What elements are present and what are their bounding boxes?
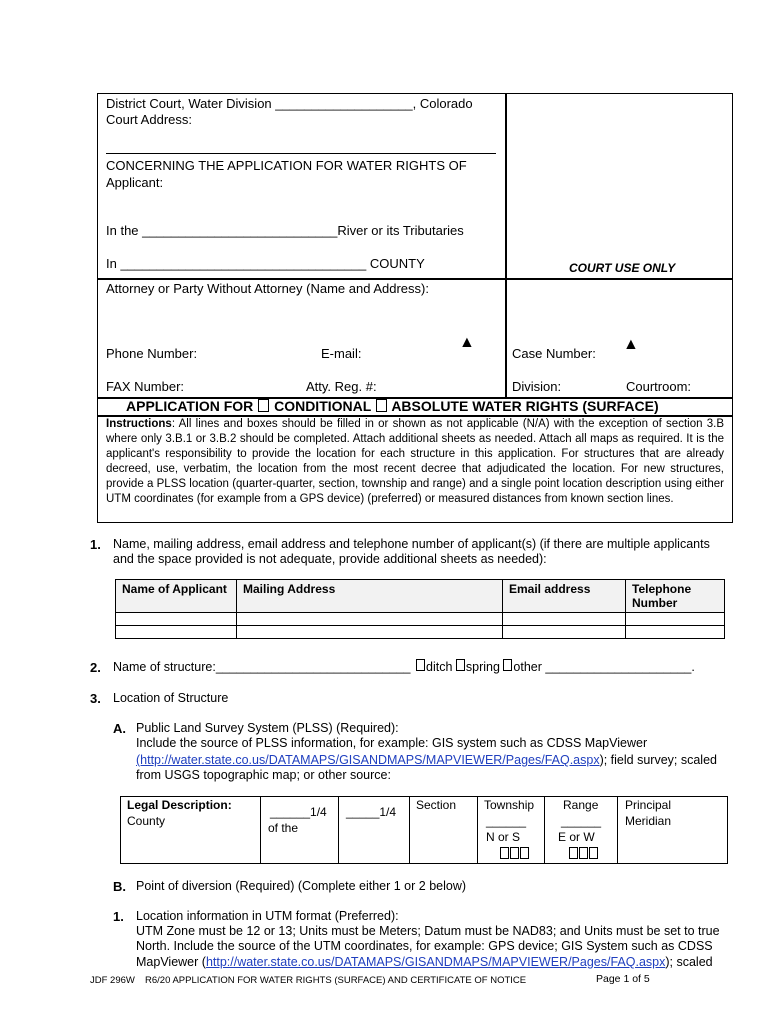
divider	[260, 796, 261, 863]
checkbox[interactable]	[579, 847, 588, 859]
checkbox[interactable]	[569, 847, 578, 859]
court-line[interactable]: District Court, Water Division ___________________, Colorado	[106, 96, 473, 111]
structure-type-options	[416, 659, 695, 675]
title-prefix: APPLICATION FOR	[126, 398, 254, 414]
east-west-label: E or W	[558, 830, 595, 844]
q3b1-title: Location information in UTM format (Preferred):	[136, 909, 399, 923]
header-mailing: Mailing Address	[237, 580, 503, 613]
absolute-checkbox[interactable]	[376, 399, 387, 412]
county-line[interactable]: In __________________________________ COUNTY	[106, 256, 425, 271]
ew-checkboxes[interactable]	[569, 847, 599, 862]
quarter-field[interactable]: _____1/4	[346, 805, 397, 819]
q3b1-post: ); scaled	[665, 955, 713, 969]
instructions-label: Instructions	[106, 418, 172, 430]
q3b-label: B.	[113, 879, 126, 894]
fax-label[interactable]: FAX Number:	[106, 379, 185, 394]
email-label[interactable]: E-mail:	[321, 346, 362, 361]
section-label[interactable]: Section	[416, 798, 457, 812]
atty-reg-label[interactable]: Atty. Reg. #:	[306, 379, 377, 394]
meridian-label[interactable]: Meridian	[625, 814, 672, 828]
q3a-title: Public Land Survey System (PLSS) (Required):	[136, 721, 399, 735]
township-label: Township	[484, 798, 535, 812]
q3b1-pre: MapViewer (	[136, 955, 206, 969]
q3a-line2: Include the source of PLSS information, for example: GIS system such as CDSS MapViewer	[136, 736, 648, 750]
quarter-quarter-field[interactable]: ______1/4	[270, 805, 327, 819]
header-name: Name of Applicant	[116, 580, 237, 613]
table-row[interactable]	[116, 613, 725, 626]
ditch-checkbox[interactable]	[416, 659, 425, 671]
q1-line2: and the space provided is not adequate, provide additional sheets as needed):	[113, 552, 547, 566]
title-conditional: CONDITIONAL	[274, 398, 372, 414]
range-field[interactable]: ______	[561, 814, 602, 828]
conditional-checkbox[interactable]	[258, 399, 269, 412]
mapviewer-link[interactable]: (http://water.state.co.us/DATAMAPS/GISANDMAPS/MAPVIEWER/Pages/FAQ.aspx	[136, 753, 600, 767]
q3b-text: Point of diversion (Required) (Complete either 1 or 2 below)	[136, 879, 467, 893]
instructions-body: : All lines and boxes should be filled in or shown as not applicable (N/A) with the exception of section 3.B where only 3.B.1 or 3.B.2 should be completed. Attach additional sheets as needed. Attach all maps as required. It is the applicant's responsibility to provide the location for each structure in this application. For structures that are already decreed, use, verbatim, the location from the most recent decree that adjudicated the location. For new structures, provide a PLSS location (quarter-quarter, section, township and range) and a single point location description using either UTM coordinates (for example from a GPS device) (preferred) or measured distances from known section lines.	[106, 418, 724, 505]
divider	[106, 153, 496, 154]
q3b1-label: 1.	[113, 909, 124, 924]
concerning-heading: CONCERNING THE APPLICATION FOR WATER RIGHTS OF	[106, 158, 467, 173]
phone-label[interactable]: Phone Number:	[106, 346, 198, 361]
other-field[interactable]: other _____________________.	[513, 660, 695, 674]
courtroom-label[interactable]: Courtroom:	[626, 379, 692, 394]
applicant-label[interactable]: Applicant:	[106, 175, 164, 190]
table-header-row	[116, 580, 725, 613]
footer-form-desc: R6/20 APPLICATION FOR WATER RIGHTS (SURFACE) AND CERTIFICATE OF NOTICE	[145, 975, 527, 986]
checkbox[interactable]	[500, 847, 509, 859]
range-label: Range	[563, 798, 599, 812]
q3a-after-link: ); field survey; scaled	[599, 753, 717, 767]
structure-name-field[interactable]: Name of structure:____________________________	[113, 660, 411, 674]
q3-heading: Location of Structure	[113, 691, 229, 705]
q3a-line3	[136, 753, 717, 768]
header-email: Email address	[503, 580, 626, 613]
arrow-up-icon: ▲	[459, 334, 475, 351]
county-label[interactable]: County	[127, 814, 166, 828]
court-address[interactable]: Court Address:	[106, 112, 192, 127]
ditch-label: ditch	[426, 660, 453, 674]
other-checkbox[interactable]	[503, 659, 512, 671]
checkbox[interactable]	[520, 847, 529, 859]
spring-label: spring	[465, 660, 500, 674]
divider	[409, 796, 410, 863]
mapviewer-link[interactable]: http://water.state.co.us/DATAMAPS/GISANDMAPS/MAPVIEWER/Pages/FAQ.aspx	[205, 955, 666, 969]
application-title	[126, 399, 659, 414]
principal-label: Principal	[625, 798, 672, 812]
header-telephone: Telephone Number	[626, 580, 725, 613]
court-use-only: COURT USE ONLY	[569, 261, 676, 275]
checkbox[interactable]	[589, 847, 598, 859]
of-the-label: of the	[268, 821, 299, 835]
applicant-table	[115, 579, 725, 639]
q3a-line4: from USGS topographic map; or other source:	[136, 768, 391, 782]
title-absolute: ABSOLUTE WATER RIGHTS (SURFACE)	[391, 398, 659, 414]
q3a-label: A.	[113, 721, 126, 736]
north-south-label: N or S	[486, 830, 521, 844]
divider	[477, 796, 478, 863]
arrow-up-icon: ▲	[623, 336, 639, 353]
q1-number: 1.	[90, 537, 101, 552]
footer-form-id: JDF 296W	[90, 975, 135, 986]
river-line[interactable]: In the ___________________________River or its Tributaries	[106, 223, 464, 238]
q3b1-line2: UTM Zone must be 12 or 13; Units must be Meters; Datum must be NAD83; and Units must be set to true	[136, 924, 720, 938]
table-row[interactable]	[116, 626, 725, 639]
spring-checkbox[interactable]	[456, 659, 465, 671]
instructions-text	[106, 417, 724, 507]
divider	[338, 796, 339, 863]
q3-number: 3.	[90, 691, 101, 706]
division-label[interactable]: Division:	[512, 379, 562, 394]
q3b1-line4	[136, 955, 713, 970]
divider	[617, 796, 618, 863]
township-field[interactable]: ______	[486, 814, 527, 828]
court-use-box	[505, 93, 733, 280]
legal-description-label: Legal Description:	[127, 798, 232, 812]
q1-line1: Name, mailing address, email address and telephone number of applicant(s) (if there are multiple applicants	[113, 537, 710, 551]
footer-page: Page 1 of 5	[596, 973, 650, 985]
case-number-label[interactable]: Case Number:	[512, 346, 596, 361]
ns-checkboxes[interactable]	[500, 847, 530, 862]
attorney-label[interactable]: Attorney or Party Without Attorney (Name and Address):	[106, 281, 429, 296]
checkbox[interactable]	[510, 847, 519, 859]
q3b1-line3: North. Include the source of the UTM coordinates, for example: GPS device; GIS System such as CDSS	[136, 939, 713, 953]
divider	[544, 796, 545, 863]
q2-number: 2.	[90, 660, 101, 675]
